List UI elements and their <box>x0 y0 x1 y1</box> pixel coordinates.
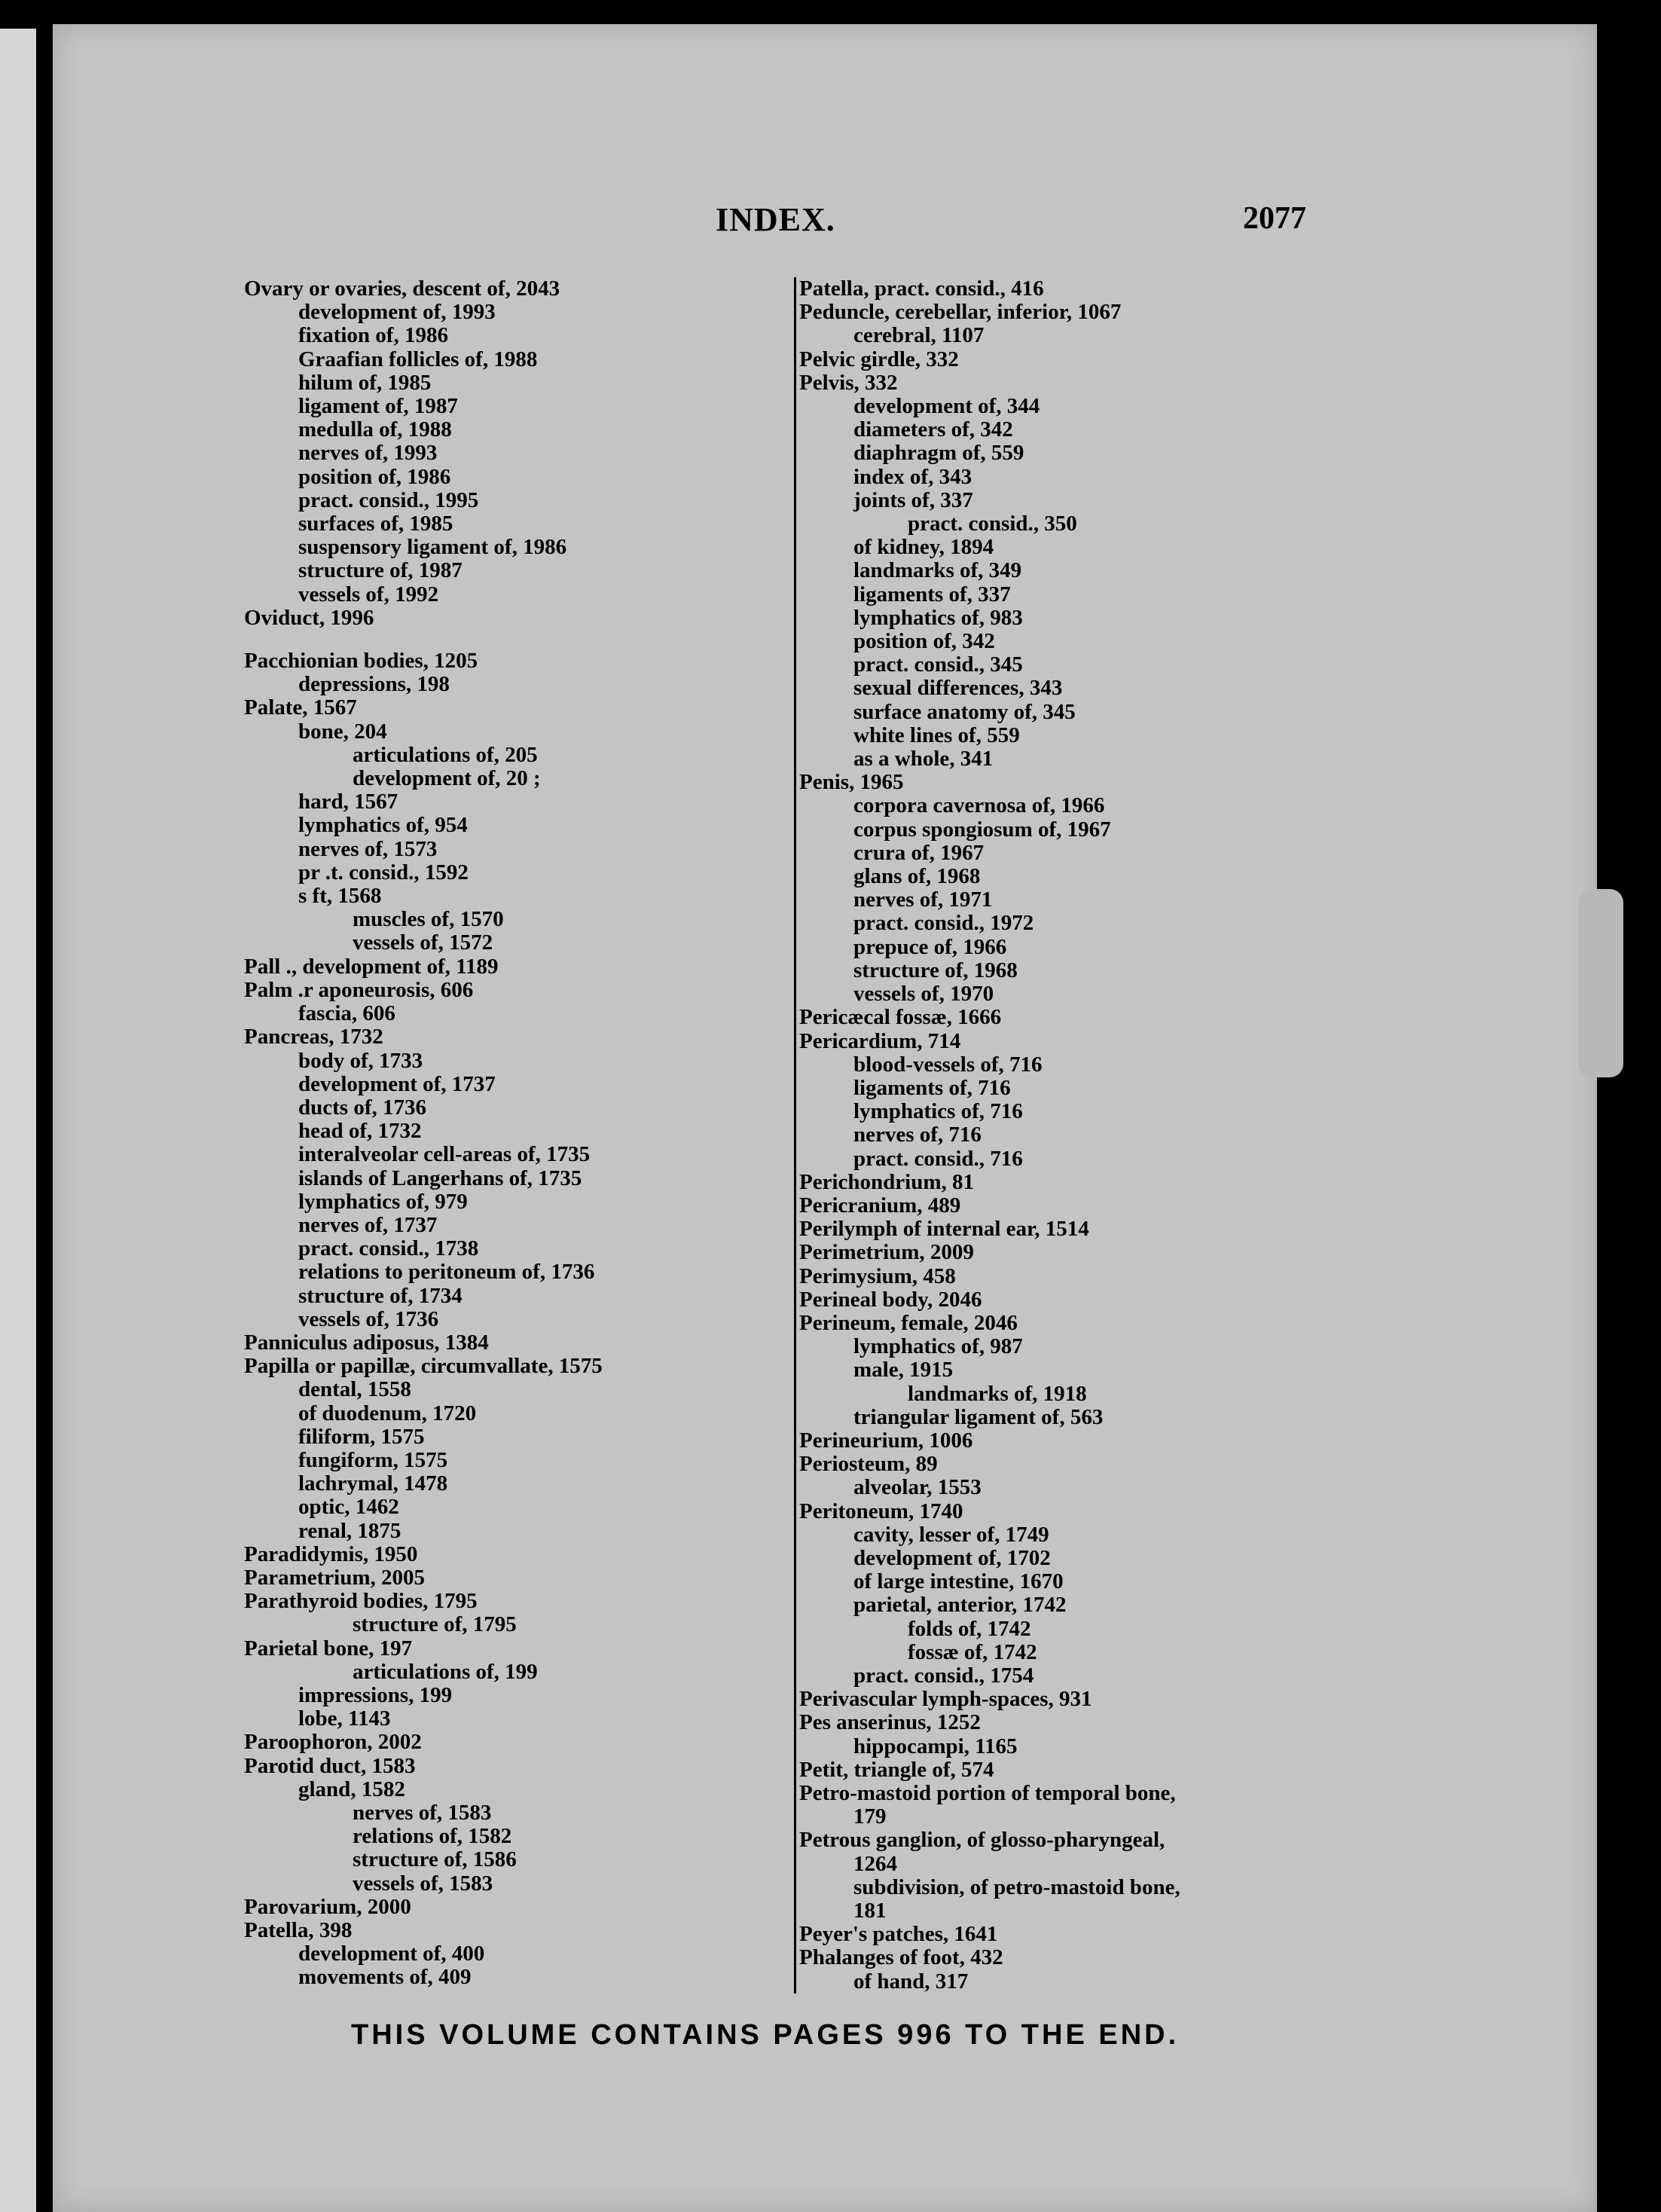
paper-tab <box>1578 889 1623 1077</box>
index-entry: Pelvis, 332 <box>799 370 898 395</box>
index-subentry: head of, 1732 <box>298 1119 422 1144</box>
index-subentry: optic, 1462 <box>298 1495 399 1520</box>
index-entry: Panniculus adiposus, 1384 <box>244 1330 489 1355</box>
index-subentry: nerves of, 1737 <box>298 1212 438 1237</box>
index-subentry: of hand, 317 <box>853 1969 969 1994</box>
index-subentry: blood-vessels of, 716 <box>853 1052 1043 1077</box>
index-subentry: medulla of, 1988 <box>298 417 452 442</box>
index-entry: Petrous ganglion, of glosso-pharyngeal, <box>799 1828 1165 1853</box>
index-subentry: bone, 204 <box>298 719 387 744</box>
index-entry: Paradidymis, 1950 <box>244 1541 418 1566</box>
index-subentry: ducts of, 1736 <box>298 1095 426 1120</box>
index-subentry: pr .t. consid., 1592 <box>298 860 469 884</box>
index-entry: Patella, pract. consid., 416 <box>799 276 1044 301</box>
index-subentry: white lines of, 559 <box>853 723 1020 747</box>
index-subentry: corpus spongiosum of, 1967 <box>853 817 1111 842</box>
index-subentry: relations of, 1582 <box>353 1824 512 1849</box>
index-entry: Parietal bone, 197 <box>244 1636 413 1661</box>
index-subentry: structure of, 1968 <box>853 958 1018 982</box>
index-subentry: s ft, 1568 <box>298 884 382 909</box>
index-subentry: suspensory ligament of, 1986 <box>298 535 567 560</box>
index-entry: Pelvic girdle, 332 <box>799 347 959 371</box>
index-subentry: relations to peritoneum of, 1736 <box>298 1260 595 1285</box>
index-subentry: pract. consid., 345 <box>853 652 1023 677</box>
index-page <box>53 24 1597 2212</box>
index-entry: Perimetrium, 2009 <box>799 1240 974 1265</box>
index-subentry: male, 1915 <box>853 1358 954 1382</box>
index-subentry: nerves of, 1971 <box>853 888 993 912</box>
index-subentry: lymphatics of, 716 <box>853 1099 1023 1124</box>
index-entry: Pancreas, 1732 <box>244 1025 383 1049</box>
index-entry: Perineurium, 1006 <box>799 1428 973 1453</box>
index-entry: Perimysium, 458 <box>799 1263 956 1288</box>
index-subentry: vessels of, 1736 <box>298 1306 439 1331</box>
index-subentry: sexual differences, 343 <box>853 676 1063 701</box>
index-subentry: surface anatomy of, 345 <box>853 699 1076 724</box>
index-entry: Parametrium, 2005 <box>244 1565 425 1590</box>
index-subentry: lymphatics of, 983 <box>853 605 1023 630</box>
index-subentry: surfaces of, 1985 <box>298 512 453 536</box>
index-subentry: vessels of, 1970 <box>853 982 994 1007</box>
page-number: 2077 <box>1243 201 1306 236</box>
index-subentry: joints of, 337 <box>853 487 973 512</box>
adjacent-page-edge <box>0 29 36 2212</box>
index-subentry: vessels of, 1992 <box>298 582 439 606</box>
index-entry: Pericæcal fossæ, 1666 <box>799 1005 1002 1030</box>
index-entry: Peduncle, cerebellar, inferior, 1067 <box>799 300 1122 325</box>
index-subentry: cavity, lesser of, 1749 <box>853 1522 1049 1547</box>
index-subentry: diaphragm of, 559 <box>853 441 1024 466</box>
page-header <box>53 200 1597 253</box>
index-subentry: pract. consid., 1754 <box>853 1663 1034 1688</box>
index-subentry: vessels of, 1583 <box>353 1871 493 1896</box>
index-entry: Pericranium, 489 <box>799 1193 961 1218</box>
index-subentry: development of, 344 <box>853 394 1040 419</box>
index-subentry: movements of, 409 <box>298 1965 472 1990</box>
index-subentry: alveolar, 1553 <box>853 1475 982 1500</box>
index-subentry: 179 <box>853 1804 887 1829</box>
index-entry: Perichondrium, 81 <box>799 1169 974 1194</box>
index-entry: Phalanges of foot, 432 <box>799 1945 1003 1970</box>
index-subentry: prepuce of, 1966 <box>853 934 1007 959</box>
index-subentry: articulations of, 205 <box>353 742 538 767</box>
index-subentry: structure of, 1795 <box>353 1612 517 1637</box>
index-subentry: vessels of, 1572 <box>353 930 493 955</box>
index-entry: Petit, triangle of, 574 <box>799 1757 994 1782</box>
entry-gap <box>244 630 786 649</box>
index-entry: Perineum, female, 2046 <box>799 1310 1018 1335</box>
index-subentry: Graafian follicles of, 1988 <box>298 347 538 371</box>
index-subentry: development of, 400 <box>298 1942 485 1966</box>
index-subentry: diameters of, 342 <box>853 417 1013 442</box>
index-subentry: gland, 1582 <box>298 1777 405 1801</box>
index-subentry: body of, 1733 <box>298 1048 423 1073</box>
index-entry: Papilla or papillæ, circumvallate, 1575 <box>244 1354 603 1379</box>
index-subentry: of duodenum, 1720 <box>298 1401 477 1425</box>
index-subentry: glans of, 1968 <box>853 864 981 889</box>
index-entry: Paroophoron, 2002 <box>244 1730 422 1755</box>
index-entry: Oviduct, 1996 <box>244 605 374 630</box>
index-subentry: dental, 1558 <box>298 1377 411 1402</box>
index-subentry: structure of, 1586 <box>353 1847 517 1872</box>
index-subentry: fascia, 606 <box>298 1001 395 1026</box>
index-subentry: fungiform, 1575 <box>298 1447 448 1472</box>
index-subentry: position of, 342 <box>853 629 995 654</box>
index-subentry: islands of Langerhans of, 1735 <box>298 1166 582 1190</box>
index-entry: Peritoneum, 1740 <box>799 1499 963 1523</box>
index-entry: Pacchionian bodies, 1205 <box>244 649 478 674</box>
index-subentry: hard, 1567 <box>298 790 398 814</box>
index-subentry: corpora cavernosa of, 1966 <box>853 793 1105 818</box>
index-subentry: nerves of, 716 <box>853 1123 982 1147</box>
index-subentry: landmarks of, 349 <box>853 558 1022 583</box>
index-subentry: lymphatics of, 979 <box>298 1189 468 1214</box>
index-subentry: triangular ligament of, 563 <box>853 1404 1104 1429</box>
index-subentry: depressions, 198 <box>298 672 450 697</box>
index-column-left <box>244 277 786 1990</box>
index-subentry: of kidney, 1894 <box>853 535 994 560</box>
index-entry: Penis, 1965 <box>799 770 904 795</box>
index-entry: Ovary or ovaries, descent of, 2043 <box>244 276 560 301</box>
index-entry: Palm .r aponeurosis, 606 <box>244 977 474 1002</box>
index-entry: Pes anserinus, 1252 <box>799 1710 981 1735</box>
index-subentry: index of, 343 <box>853 464 972 489</box>
index-subentry: pract. consid., 1738 <box>298 1236 479 1261</box>
index-subentry: folds of, 1742 <box>908 1616 1031 1641</box>
index-subentry: nerves of, 1583 <box>353 1801 492 1825</box>
index-subentry: muscles of, 1570 <box>353 907 504 932</box>
index-subentry: pract. consid., 1995 <box>298 487 479 512</box>
index-entry: Pericardium, 714 <box>799 1028 961 1053</box>
index-subentry: nerves of, 1573 <box>298 836 438 861</box>
index-subentry: ligament of, 1987 <box>298 394 458 419</box>
index-entry: Perilymph of internal ear, 1514 <box>799 1217 1089 1242</box>
index-subentry: subdivision, of petro-mastoid bone, <box>853 1874 1180 1899</box>
index-subentry: structure of, 1734 <box>298 1283 463 1308</box>
index-subentry: impressions, 199 <box>298 1682 453 1707</box>
index-subentry: landmarks of, 1918 <box>908 1381 1087 1406</box>
index-subentry: development of, 20 ; <box>353 766 541 791</box>
index-entry: Pall ., development of, 1189 <box>244 954 499 979</box>
index-subentry: ligaments of, 716 <box>853 1075 1011 1100</box>
index-subentry: lymphatics of, 987 <box>853 1334 1023 1359</box>
index-subentry: lachrymal, 1478 <box>298 1471 448 1496</box>
index-subentry: development of, 1737 <box>298 1071 496 1096</box>
index-entry: Parovarium, 2000 <box>244 1894 411 1919</box>
index-column-right <box>794 277 1409 1994</box>
index-entry: Patella, 398 <box>244 1918 353 1943</box>
index-subentry: cerebral, 1107 <box>853 323 985 348</box>
index-subentry: crura of, 1967 <box>853 840 985 865</box>
index-subentry: as a whole, 341 <box>853 747 994 771</box>
index-subentry: parietal, anterior, 1742 <box>853 1593 1067 1618</box>
index-subentry: position of, 1986 <box>298 464 451 489</box>
index-subentry: development of, 1702 <box>853 1545 1051 1570</box>
index-entry: Perivascular lymph-spaces, 931 <box>799 1687 1092 1712</box>
index-subentry: lymphatics of, 954 <box>298 813 468 838</box>
index-subentry: interalveolar cell-areas of, 1735 <box>298 1142 591 1167</box>
index-subentry: nerves of, 1993 <box>298 441 438 466</box>
index-subentry: fossæ of, 1742 <box>908 1639 1037 1664</box>
index-subentry: hilum of, 1985 <box>298 370 432 395</box>
page-title: INDEX. <box>716 201 835 238</box>
index-subentry: ligaments of, 337 <box>853 582 1011 606</box>
index-entry: Petro-mastoid portion of temporal bone, <box>799 1781 1176 1805</box>
index-entry: Parathyroid bodies, 1795 <box>244 1589 478 1614</box>
index-subentry: structure of, 1987 <box>298 558 463 583</box>
index-subentry: pract. consid., 350 <box>908 512 1077 536</box>
index-entry: Palate, 1567 <box>244 695 357 720</box>
index-subentry: fixation of, 1986 <box>298 323 448 348</box>
index-subentry: hippocampi, 1165 <box>853 1734 1018 1758</box>
index-subentry: 181 <box>853 1899 887 1923</box>
index-entry: Perineal body, 2046 <box>799 1287 982 1312</box>
index-entry: Parotid duct, 1583 <box>244 1753 416 1778</box>
index-subentry: development of, 1993 <box>298 300 496 325</box>
volume-note: THIS VOLUME CONTAINS PAGES 996 TO THE END. <box>351 2019 1180 2051</box>
index-subentry: of large intestine, 1670 <box>853 1569 1064 1594</box>
index-subentry: pract. consid., 716 <box>853 1146 1023 1171</box>
index-subentry: articulations of, 199 <box>353 1659 538 1684</box>
index-subentry: filiform, 1575 <box>298 1424 425 1449</box>
index-subentry: renal, 1875 <box>298 1518 402 1543</box>
index-subentry: lobe, 1143 <box>298 1706 391 1731</box>
index-entry: Periosteum, 89 <box>799 1452 938 1477</box>
index-entry: Peyer's patches, 1641 <box>799 1922 998 1947</box>
index-subentry: 1264 <box>853 1851 897 1876</box>
index-subentry: pract. consid., 1972 <box>853 911 1034 936</box>
